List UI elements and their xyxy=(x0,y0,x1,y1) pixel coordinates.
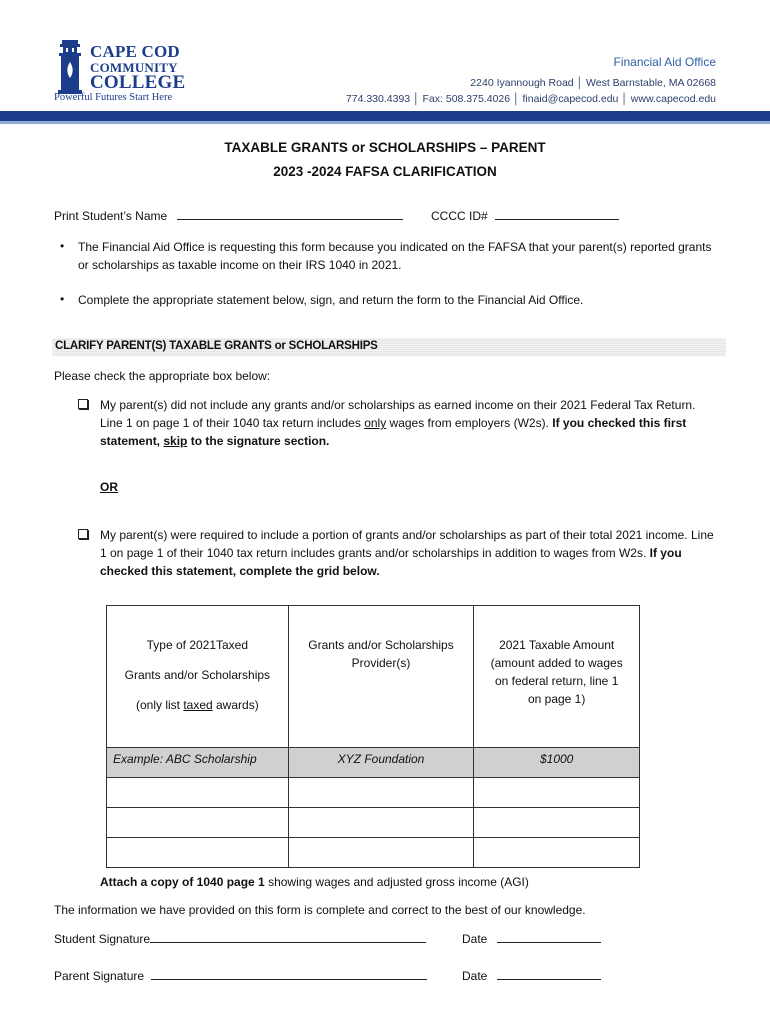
option-2-text: My parent(s) were required to include a portion of grants and/or scholarships as part of their total 2021 income. Line 1 on page 1 of their 1040 tax return includes grants and/or scholarships in addition to wages from W2s. If you checked this statement, complete the grid below. xyxy=(100,528,714,578)
instruction-text: Please check the appropriate box below: xyxy=(54,369,271,383)
option-1-text: My parent(s) did not include any grants and/or scholarships as earned income on their 2021 Federal Tax Return. Line 1 on page 1 of their 1040 tax return includes only wages from employers (W2s). If you checked this first statement, skip to the signature section. xyxy=(100,398,696,448)
bullet-item: The Financial Aid Office is requesting this form because you indicated on the FAFSA that your parent(s) reported grants or scholarships as taxable income on their IRS 1040 in 2021. xyxy=(78,240,712,272)
cccc-id-row xyxy=(431,209,619,223)
date-label: Date xyxy=(462,969,488,983)
header-amount: 2021 Taxable Amount (amount added to wages on federal return, line 1 on page 1) xyxy=(474,606,640,748)
student-signature-label: Student Signature xyxy=(54,932,151,946)
table-cell[interactable] xyxy=(107,778,289,808)
table-cell[interactable] xyxy=(288,808,474,838)
logo-tagline: Powerful Futures Start Here xyxy=(54,92,173,103)
parent-date-row xyxy=(462,969,601,983)
example-provider: XYZ Foundation xyxy=(288,748,474,778)
grants-table xyxy=(106,605,640,868)
office-contact-line: 774.330.4393 │ Fax: 508.375.4026 │ finaid@capecod.edu │ www.capecod.edu xyxy=(345,93,716,105)
option-2-checkbox[interactable] xyxy=(78,529,88,539)
student-signature-row xyxy=(54,932,426,946)
student-signature-field[interactable] xyxy=(150,932,426,943)
college-logo xyxy=(54,38,184,106)
student-date-field[interactable] xyxy=(497,932,601,943)
table-cell[interactable] xyxy=(474,808,640,838)
parent-signature-label: Parent Signature xyxy=(54,969,145,983)
office-address: 2240 Iyannough Road │ West Barnstable, MA 02668 xyxy=(470,77,716,89)
section-heading: CLARIFY PARENT(S) TAXABLE GRANTS or SCHOLARSHIPS xyxy=(55,340,378,352)
parent-signature-field[interactable] xyxy=(151,969,427,980)
student-date-row xyxy=(462,932,601,946)
parent-date-field[interactable] xyxy=(497,969,601,980)
table-cell[interactable] xyxy=(288,778,474,808)
section-heading-bar xyxy=(52,338,726,356)
bullet-icon: • xyxy=(60,239,65,253)
form-title: TAXABLE GRANTS or SCHOLARSHIPS – PARENT xyxy=(224,140,546,155)
lighthouse-icon xyxy=(56,38,84,96)
logo-line-3: COLLEGE xyxy=(90,72,186,93)
table-row xyxy=(107,778,640,808)
letterhead xyxy=(0,0,770,112)
table-cell[interactable] xyxy=(107,808,289,838)
date-label: Date xyxy=(462,932,488,946)
header-band xyxy=(0,111,770,121)
cccc-id-field[interactable] xyxy=(495,209,619,220)
office-title: Financial Aid Office xyxy=(613,55,716,69)
cccc-id-label: CCCC ID# xyxy=(431,209,488,223)
parent-signature-row xyxy=(54,969,427,983)
office-contact xyxy=(345,55,717,105)
attach-note: Attach a copy of 1040 page 1 showing wages and adjusted gross income (AGI) xyxy=(100,875,529,889)
table-cell[interactable] xyxy=(107,838,289,868)
student-name-label: Print Student’s Name xyxy=(54,209,168,223)
table-cell[interactable] xyxy=(474,838,640,868)
or-label: OR xyxy=(100,480,118,494)
student-name-field[interactable] xyxy=(177,209,403,220)
logo-line-2: COMMUNITY xyxy=(90,60,178,75)
header-type: Type of 2021Taxed Grants and/or Scholarships (only list taxed awards) xyxy=(107,606,289,748)
certification-text: The information we have provided on this form is complete and correct to the best of our knowledge. xyxy=(54,903,586,917)
logo-line-1: CAPE COD xyxy=(90,42,180,61)
option-1-checkbox[interactable] xyxy=(78,399,88,409)
table-cell[interactable] xyxy=(288,838,474,868)
form-subtitle: 2023 -2024 FAFSA CLARIFICATION xyxy=(273,164,497,179)
student-name-row xyxy=(54,209,403,223)
table-row xyxy=(107,808,640,838)
table-row xyxy=(107,838,640,868)
header-provider: Grants and/or Scholarships Provider(s) xyxy=(288,606,474,748)
example-amount: $1000 xyxy=(474,748,640,778)
example-type: Example: ABC Scholarship xyxy=(107,748,289,778)
bullet-icon: • xyxy=(60,292,65,306)
table-header-row xyxy=(107,606,640,748)
bullet-item: Complete the appropriate statement below, sign, and return the form to the Financial Aid Office. xyxy=(78,293,584,307)
table-row xyxy=(107,748,640,778)
table-cell[interactable] xyxy=(474,778,640,808)
